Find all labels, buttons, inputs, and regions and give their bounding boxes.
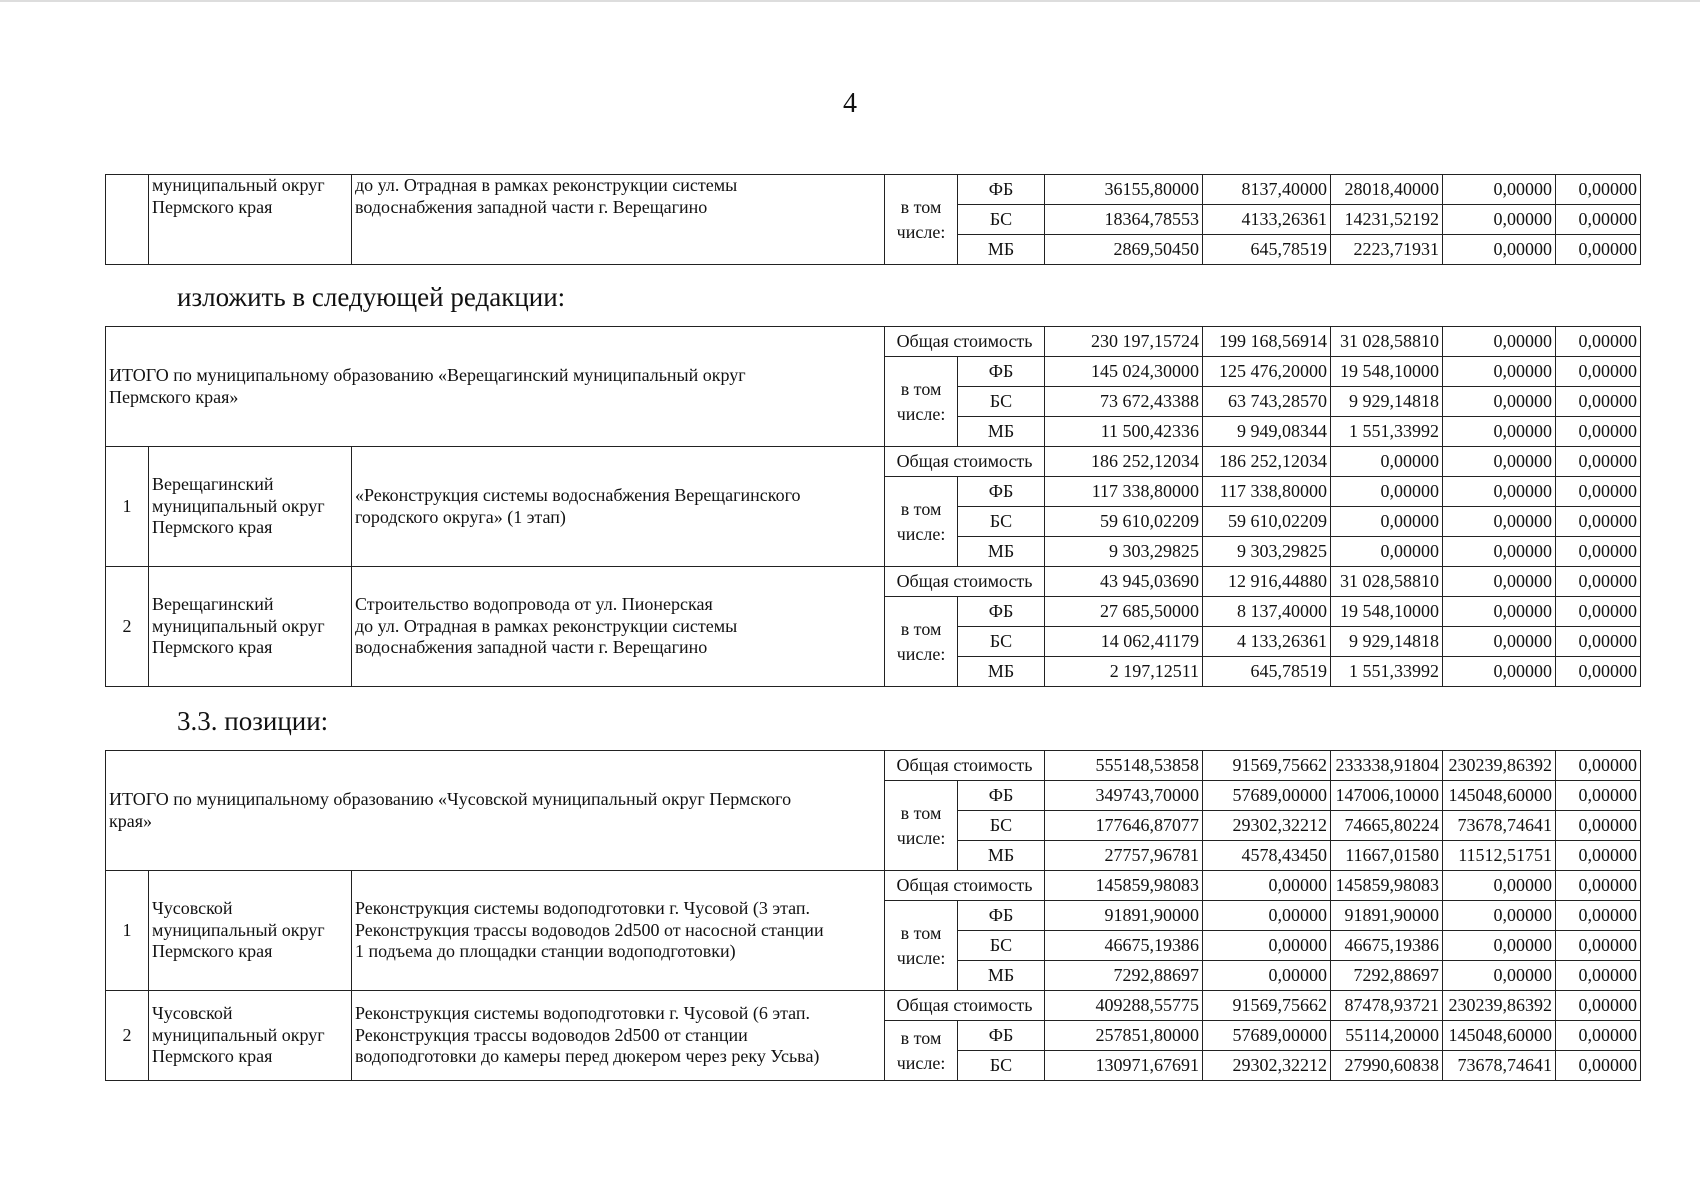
- table-row: [106, 447, 1641, 477]
- table-row: [106, 871, 1641, 901]
- object-cell-line: Реконструкция трассы водоводов 2d500 от станции: [355, 1024, 748, 1045]
- value-cell: 145859,98083: [1045, 871, 1203, 901]
- value-cell: 0,00000: [1443, 871, 1556, 901]
- value-cell: 0,00000: [1556, 1051, 1641, 1081]
- table-new-edition: [105, 326, 1641, 687]
- object-cell-line: водоподготовки до камеры перед дюкером через реку Усьва): [355, 1046, 820, 1067]
- value-cell: 73678,74641: [1443, 811, 1556, 841]
- value-cell: 0,00000: [1443, 961, 1556, 991]
- object-cell-line: городского округа» (1 этап): [355, 506, 566, 527]
- value-cell: 0,00000: [1556, 781, 1641, 811]
- value-cell: 9 949,08344: [1203, 417, 1331, 447]
- value-cell: 8 137,40000: [1203, 597, 1331, 627]
- object-cell-line: водоснабжения западной части г. Верещагино: [355, 196, 708, 217]
- value-cell: 130971,67691: [1045, 1051, 1203, 1081]
- value-cell: 91891,90000: [1045, 901, 1203, 931]
- value-cell: 91891,90000: [1331, 901, 1443, 931]
- fb-label: ФБ: [958, 597, 1045, 627]
- including-label: [885, 597, 958, 687]
- value-cell: 0,00000: [1556, 597, 1641, 627]
- including-label-line: числе:: [896, 947, 946, 968]
- including-label-line: числе:: [896, 523, 946, 544]
- value-cell: 0,00000: [1556, 627, 1641, 657]
- bs-label: БС: [958, 205, 1045, 235]
- value-cell: 0,00000: [1443, 417, 1556, 447]
- including-label: [885, 477, 958, 567]
- value-cell: 0,00000: [1443, 235, 1556, 265]
- value-cell: 0,00000: [1556, 175, 1641, 205]
- value-cell: 0,00000: [1556, 507, 1641, 537]
- owner-cell: [149, 871, 352, 991]
- table-row: [106, 751, 1641, 781]
- including-label-line: числе:: [896, 221, 946, 242]
- item-number: 2: [106, 567, 149, 687]
- value-cell: 177646,87077: [1045, 811, 1203, 841]
- total-cost-label: Общая стоимость: [885, 991, 1045, 1021]
- value-cell: 9 303,29825: [1045, 537, 1203, 567]
- value-cell: 186 252,12034: [1203, 447, 1331, 477]
- scan-edge: [0, 0, 1700, 2]
- table-old-fragment: [105, 174, 1641, 265]
- total-title-cell-line: края»: [109, 810, 153, 831]
- including-label: [885, 357, 958, 447]
- fb-label: ФБ: [958, 901, 1045, 931]
- including-label: [885, 1021, 958, 1081]
- value-cell: 91569,75662: [1203, 751, 1331, 781]
- including-label-line: в том: [900, 803, 942, 824]
- mb-label: МБ: [958, 235, 1045, 265]
- value-cell: 0,00000: [1443, 901, 1556, 931]
- value-cell: 29302,32212: [1203, 811, 1331, 841]
- value-cell: 59 610,02209: [1203, 507, 1331, 537]
- including-label-line: в том: [900, 619, 942, 640]
- object-cell: [352, 991, 885, 1081]
- bs-label: БС: [958, 811, 1045, 841]
- table-row: [106, 991, 1641, 1021]
- value-cell: 0,00000: [1443, 387, 1556, 417]
- including-label-line: числе:: [896, 1052, 946, 1073]
- value-cell: 4 133,26361: [1203, 627, 1331, 657]
- value-cell: 230 197,15724: [1045, 327, 1203, 357]
- bs-label: БС: [958, 507, 1045, 537]
- value-cell: 63 743,28570: [1203, 387, 1331, 417]
- value-cell: 0,00000: [1556, 567, 1641, 597]
- including-label-line: числе:: [896, 827, 946, 848]
- value-cell: 12 916,44880: [1203, 567, 1331, 597]
- total-cost-label: Общая стоимость: [885, 871, 1045, 901]
- value-cell: 349743,70000: [1045, 781, 1203, 811]
- owner-cell-line: Пермского края: [152, 196, 273, 217]
- page-number: 4: [843, 88, 857, 119]
- value-cell: 117 338,80000: [1045, 477, 1203, 507]
- value-cell: 43 945,03690: [1045, 567, 1203, 597]
- total-title-cell-line: ИТОГО по муниципальному образованию «Чусовской муниципальный округ Пермского: [109, 788, 792, 809]
- value-cell: 8137,40000: [1203, 175, 1331, 205]
- heading-edit: изложить в следующей редакции:: [177, 282, 566, 312]
- value-cell: 7292,88697: [1045, 961, 1203, 991]
- table-row: [106, 567, 1641, 597]
- value-cell: 0,00000: [1203, 871, 1331, 901]
- fb-label: ФБ: [958, 781, 1045, 811]
- value-cell: 19 548,10000: [1331, 597, 1443, 627]
- value-cell: 19 548,10000: [1331, 357, 1443, 387]
- value-cell: 0,00000: [1556, 235, 1641, 265]
- owner-cell-line: Верещагинский: [152, 594, 274, 615]
- object-cell-line: до ул. Отрадная в рамках реконструкции системы: [355, 615, 738, 636]
- fb-label: ФБ: [958, 175, 1045, 205]
- value-cell: 0,00000: [1556, 901, 1641, 931]
- value-cell: 27757,96781: [1045, 841, 1203, 871]
- value-cell: 645,78519: [1203, 235, 1331, 265]
- object-cell-line: Реконструкция трассы водоводов 2d500 от насосной станции: [355, 919, 824, 940]
- value-cell: 0,00000: [1443, 447, 1556, 477]
- value-cell: 0,00000: [1556, 871, 1641, 901]
- value-cell: 57689,00000: [1203, 781, 1331, 811]
- value-cell: 0,00000: [1556, 657, 1641, 687]
- value-cell: 31 028,58810: [1331, 567, 1443, 597]
- value-cell: 0,00000: [1331, 537, 1443, 567]
- value-cell: 1 551,33992: [1331, 417, 1443, 447]
- including-label-line: в том: [900, 499, 942, 520]
- value-cell: 28018,40000: [1331, 175, 1443, 205]
- value-cell: 0,00000: [1443, 627, 1556, 657]
- value-cell: 0,00000: [1556, 841, 1641, 871]
- value-cell: 46675,19386: [1331, 931, 1443, 961]
- mb-label: МБ: [958, 417, 1045, 447]
- value-cell: 0,00000: [1203, 961, 1331, 991]
- item-number: 1: [106, 447, 149, 567]
- value-cell: 73 672,43388: [1045, 387, 1203, 417]
- value-cell: 0,00000: [1556, 447, 1641, 477]
- including-label: [885, 781, 958, 871]
- mb-label: МБ: [958, 657, 1045, 687]
- table-row: [106, 175, 1641, 205]
- value-cell: 73678,74641: [1443, 1051, 1556, 1081]
- value-cell: 233338,91804: [1331, 751, 1443, 781]
- including-label-line: в том: [900, 197, 942, 218]
- value-cell: 0,00000: [1556, 751, 1641, 781]
- value-cell: 0,00000: [1443, 477, 1556, 507]
- object-cell-line: Реконструкция системы водоподготовки г. Чусовой (6 этап.: [355, 1003, 811, 1024]
- owner-cell-line: Чусовской: [152, 898, 233, 919]
- value-cell: 74665,80224: [1331, 811, 1443, 841]
- value-cell: 4578,43450: [1203, 841, 1331, 871]
- value-cell: 0,00000: [1443, 931, 1556, 961]
- mb-label: МБ: [958, 841, 1045, 871]
- object-cell-line: Строительство водопровода от ул. Пионерская: [355, 594, 713, 615]
- including-label-line: в том: [900, 379, 942, 400]
- owner-cell-line: муниципальный округ: [152, 175, 325, 195]
- value-cell: 645,78519: [1203, 657, 1331, 687]
- value-cell: 0,00000: [1331, 447, 1443, 477]
- including-label: [885, 175, 958, 265]
- value-cell: 2223,71931: [1331, 235, 1443, 265]
- value-cell: 186 252,12034: [1045, 447, 1203, 477]
- number-cell: [106, 175, 149, 265]
- value-cell: 0,00000: [1556, 387, 1641, 417]
- object-cell-line: Реконструкция системы водоподготовки г. Чусовой (3 этап.: [355, 898, 811, 919]
- owner-cell-line: Верещагинский: [152, 474, 274, 495]
- value-cell: 0,00000: [1443, 205, 1556, 235]
- object-cell-line: водоснабжения западной части г. Верещагино: [355, 637, 708, 658]
- value-cell: 145048,60000: [1443, 1021, 1556, 1051]
- value-cell: 0,00000: [1556, 1021, 1641, 1051]
- object-cell: [352, 871, 885, 991]
- value-cell: 0,00000: [1556, 991, 1641, 1021]
- total-cost-label: Общая стоимость: [885, 447, 1045, 477]
- value-cell: 18364,78553: [1045, 205, 1203, 235]
- value-cell: 11667,01580: [1331, 841, 1443, 871]
- value-cell: 87478,93721: [1331, 991, 1443, 1021]
- value-cell: 0,00000: [1443, 357, 1556, 387]
- mb-label: МБ: [958, 961, 1045, 991]
- value-cell: 2869,50450: [1045, 235, 1203, 265]
- value-cell: 0,00000: [1443, 507, 1556, 537]
- item-number: 1: [106, 871, 149, 991]
- fb-label: ФБ: [958, 477, 1045, 507]
- value-cell: 147006,10000: [1331, 781, 1443, 811]
- owner-cell-line: Пермского края: [152, 941, 273, 962]
- table-row: [106, 327, 1641, 357]
- object-cell-line: 1 подъема до площадки станции водоподготовки): [355, 941, 736, 962]
- value-cell: 199 168,56914: [1203, 327, 1331, 357]
- value-cell: 0,00000: [1556, 417, 1641, 447]
- value-cell: 0,00000: [1556, 537, 1641, 567]
- value-cell: 230239,86392: [1443, 751, 1556, 781]
- object-cell-line: «Реконструкция системы водоснабжения Верещагинского: [355, 484, 801, 505]
- value-cell: 0,00000: [1556, 477, 1641, 507]
- value-cell: 46675,19386: [1045, 931, 1203, 961]
- value-cell: 1 551,33992: [1331, 657, 1443, 687]
- value-cell: 0,00000: [1203, 901, 1331, 931]
- value-cell: 409288,55775: [1045, 991, 1203, 1021]
- owner-cell-line: муниципальный округ: [152, 919, 325, 940]
- owner-cell-line: Пермского края: [152, 637, 273, 658]
- value-cell: 27 685,50000: [1045, 597, 1203, 627]
- including-label-line: числе:: [896, 643, 946, 664]
- value-cell: 0,00000: [1556, 811, 1641, 841]
- value-cell: 14 062,41179: [1045, 627, 1203, 657]
- value-cell: 0,00000: [1443, 537, 1556, 567]
- including-label-line: числе:: [896, 403, 946, 424]
- total-cost-label: Общая стоимость: [885, 567, 1045, 597]
- value-cell: 29302,32212: [1203, 1051, 1331, 1081]
- value-cell: 0,00000: [1556, 327, 1641, 357]
- total-title-cell-line: ИТОГО по муниципальному образованию «Верещагинский муниципальный округ: [109, 364, 746, 385]
- value-cell: 9 303,29825: [1203, 537, 1331, 567]
- owner-cell-line: Пермского края: [152, 517, 273, 538]
- value-cell: 27990,60838: [1331, 1051, 1443, 1081]
- fb-label: ФБ: [958, 357, 1045, 387]
- object-cell: [352, 447, 885, 567]
- owner-cell: [149, 447, 352, 567]
- value-cell: 0,00000: [1443, 327, 1556, 357]
- owner-cell: [149, 991, 352, 1081]
- value-cell: 2 197,12511: [1045, 657, 1203, 687]
- bs-label: БС: [958, 1051, 1045, 1081]
- value-cell: 11 500,42336: [1045, 417, 1203, 447]
- value-cell: 125 476,20000: [1203, 357, 1331, 387]
- including-label-line: в том: [900, 923, 942, 944]
- value-cell: 0,00000: [1556, 961, 1641, 991]
- value-cell: 0,00000: [1443, 657, 1556, 687]
- total-title-cell: [106, 327, 885, 447]
- item-number: 2: [106, 991, 149, 1081]
- owner-cell-line: Чусовской: [152, 1003, 233, 1024]
- value-cell: 0,00000: [1556, 205, 1641, 235]
- value-cell: 145 024,30000: [1045, 357, 1203, 387]
- bs-label: БС: [958, 387, 1045, 417]
- mb-label: МБ: [958, 537, 1045, 567]
- bs-label: БС: [958, 931, 1045, 961]
- object-cell: [352, 567, 885, 687]
- value-cell: 91569,75662: [1203, 991, 1331, 1021]
- fb-label: ФБ: [958, 1021, 1045, 1051]
- value-cell: 0,00000: [1443, 597, 1556, 627]
- including-label-line: в том: [900, 1028, 942, 1049]
- value-cell: 145859,98083: [1331, 871, 1443, 901]
- value-cell: 9 929,14818: [1331, 627, 1443, 657]
- owner-cell: [149, 175, 352, 265]
- value-cell: 57689,00000: [1203, 1021, 1331, 1051]
- value-cell: 36155,80000: [1045, 175, 1203, 205]
- owner-cell: [149, 567, 352, 687]
- value-cell: 0,00000: [1443, 567, 1556, 597]
- value-cell: 117 338,80000: [1203, 477, 1331, 507]
- total-title-cell: [106, 751, 885, 871]
- object-cell: [352, 175, 885, 265]
- owner-cell-line: Пермского края: [152, 1046, 273, 1067]
- value-cell: 4133,26361: [1203, 205, 1331, 235]
- value-cell: 145048,60000: [1443, 781, 1556, 811]
- value-cell: 0,00000: [1556, 931, 1641, 961]
- owner-cell-line: муниципальный округ: [152, 615, 325, 636]
- value-cell: 0,00000: [1331, 477, 1443, 507]
- total-cost-label: Общая стоимость: [885, 751, 1045, 781]
- bs-label: БС: [958, 627, 1045, 657]
- total-title-cell-line: Пермского края»: [109, 386, 239, 407]
- owner-cell-line: муниципальный округ: [152, 495, 325, 516]
- value-cell: 0,00000: [1203, 931, 1331, 961]
- value-cell: 59 610,02209: [1045, 507, 1203, 537]
- total-cost-label: Общая стоимость: [885, 327, 1045, 357]
- value-cell: 0,00000: [1443, 175, 1556, 205]
- value-cell: 0,00000: [1331, 507, 1443, 537]
- value-cell: 0,00000: [1556, 357, 1641, 387]
- value-cell: 11512,51751: [1443, 841, 1556, 871]
- value-cell: 257851,80000: [1045, 1021, 1203, 1051]
- value-cell: 9 929,14818: [1331, 387, 1443, 417]
- value-cell: 230239,86392: [1443, 991, 1556, 1021]
- owner-cell-line: муниципальный округ: [152, 1024, 325, 1045]
- object-cell-line: до ул. Отрадная в рамках реконструкции системы: [355, 175, 738, 195]
- value-cell: 55114,20000: [1331, 1021, 1443, 1051]
- including-label: [885, 901, 958, 991]
- heading-positions: 3.3. позиции:: [177, 706, 329, 736]
- table-chusovoy: [105, 750, 1641, 1081]
- value-cell: 31 028,58810: [1331, 327, 1443, 357]
- value-cell: 555148,53858: [1045, 751, 1203, 781]
- value-cell: 7292,88697: [1331, 961, 1443, 991]
- value-cell: 14231,52192: [1331, 205, 1443, 235]
